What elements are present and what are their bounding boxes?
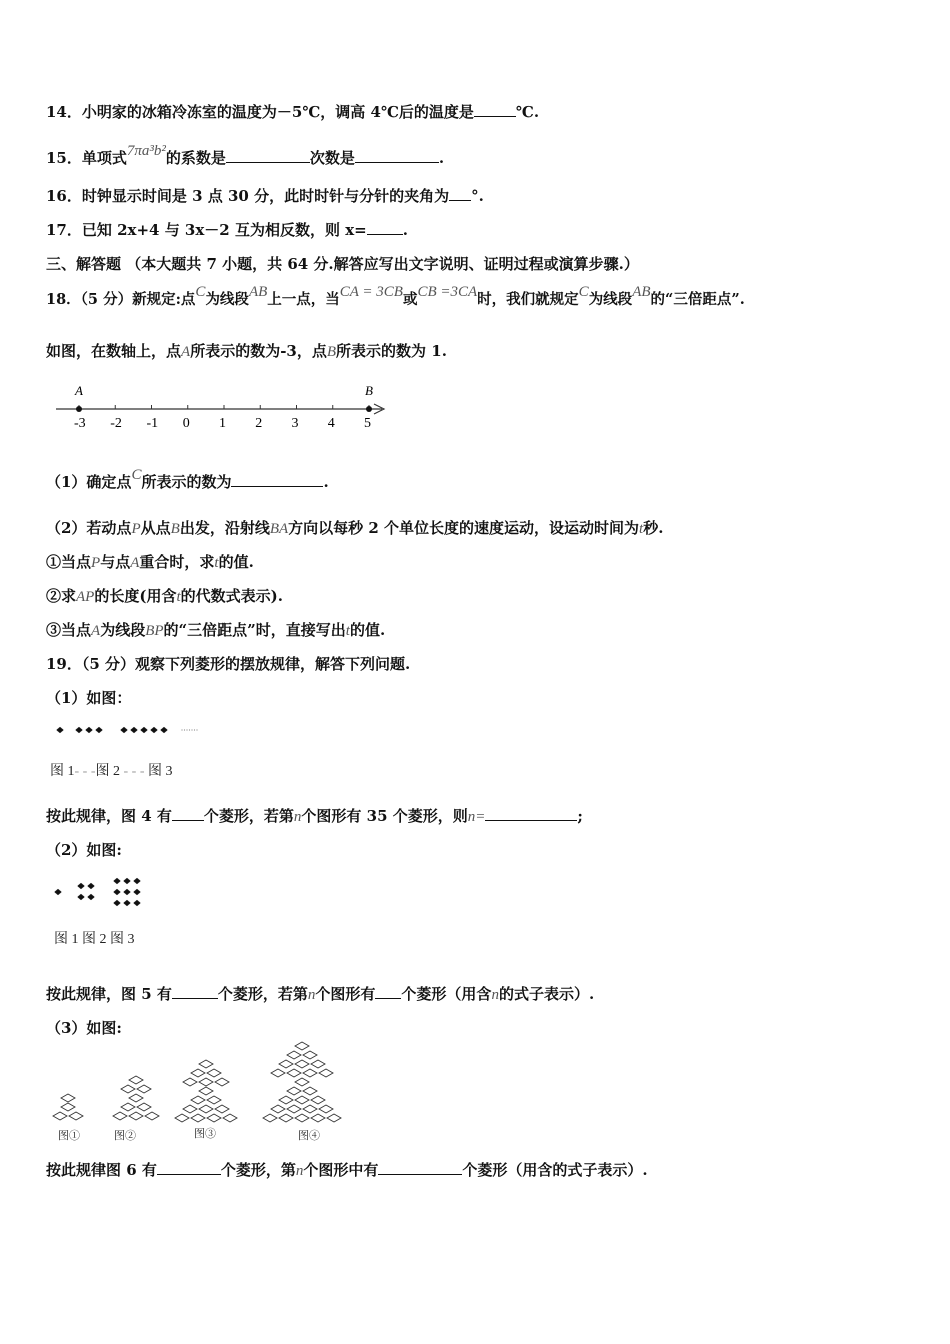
rhombus-icon — [129, 1094, 143, 1102]
q18-c2-b: 的长度(用含 — [94, 587, 177, 605]
q18-text-3: 上一点，当 — [267, 291, 340, 308]
q18-case3 — [46, 620, 385, 641]
rhombus-icon — [287, 1087, 301, 1095]
rhombus-icon — [303, 1051, 317, 1059]
question-15 — [46, 143, 445, 169]
rhombus-icon — [175, 1114, 189, 1122]
q19-head: 19．（5 分）观察下列菱形的摆放规律，解答下列问题. — [46, 655, 411, 673]
q18-c3-b: 为线段 — [100, 621, 146, 639]
caption-fig3: 图 3 — [148, 764, 173, 779]
tick-label: 4 — [327, 416, 335, 431]
rhombus-icon — [319, 1105, 333, 1113]
q15-text-b: 的系数是 — [165, 149, 226, 167]
q17-text: 17．已知 2x+4 与 3x－2 互为相反数，则 x= — [46, 221, 367, 239]
q14-tail: ℃. — [515, 103, 540, 121]
question-17 — [46, 220, 408, 240]
question-16 — [46, 186, 484, 206]
rhombus-icon — [114, 878, 121, 884]
q19-s3-b: 个菱形，第 — [220, 1161, 296, 1179]
q19-s1-title: （1）如图： — [46, 689, 132, 707]
rhombus-icon — [129, 1076, 143, 1084]
q19-part3-question — [46, 1160, 648, 1181]
fig3-caption-2: 图② — [114, 1130, 136, 1142]
rhombus-icon — [223, 1114, 237, 1122]
q18-sub2-d: 方向以每秒 2 个单位长度的速度运动，设运动时间为 — [288, 519, 640, 537]
rhombus-icon — [57, 727, 64, 733]
question-19 — [46, 654, 410, 674]
q19-s1-blank-2[interactable] — [485, 806, 577, 821]
point-a-dot — [76, 406, 82, 412]
rhombus-icon — [271, 1105, 285, 1113]
q18-c3-bp: BP — [145, 623, 164, 639]
q18-c1-p: P — [91, 555, 101, 571]
q19-s1-a: 按此规律，图 4 有 — [46, 807, 172, 825]
rhombus-icon — [207, 1069, 221, 1077]
rhombus-icon — [279, 1060, 293, 1068]
rhombus-icon — [114, 889, 121, 895]
rhombus-icon — [207, 1096, 221, 1104]
q18-c3-d: 的值. — [349, 621, 386, 639]
rhombus-icon — [129, 1112, 143, 1120]
rhombus-icon — [113, 1112, 127, 1120]
rhombus-icon — [121, 727, 128, 733]
rhombus-icon — [61, 1094, 75, 1102]
q18-text-7: 的“三倍距点”. — [650, 291, 745, 308]
q18-sub2-c: 出发，沿射线 — [179, 519, 270, 537]
q18-sub1 — [46, 467, 329, 493]
q18-sub1-a: （1）确定点 — [46, 473, 132, 491]
rhombus-icon — [151, 727, 158, 733]
q18-point-p: P — [131, 521, 141, 537]
q18-sub2-b: 从点 — [140, 519, 171, 537]
q19-part2-captions — [54, 928, 135, 948]
q19-s2-c: 个图形有 — [315, 985, 376, 1003]
q14-text: 14．小明家的冰箱冷冻室的温度为－5℃，调高 4℃后的温度是 — [46, 103, 474, 121]
rhombus-icon — [263, 1114, 277, 1122]
q18-c2-t: t — [176, 589, 181, 605]
q19-part3-figures — [48, 1048, 368, 1128]
q18-c1-t: t — [214, 555, 219, 571]
q19-s2-title: （2）如图: — [46, 841, 122, 859]
rhombus-icon — [191, 1096, 205, 1104]
rhombus-icon — [134, 878, 141, 884]
rhombus-icon — [53, 1112, 67, 1120]
q15-text-a: 15．单项式 — [46, 149, 127, 167]
rhombus-icon — [295, 1114, 309, 1122]
rhombus-icon — [183, 1105, 197, 1113]
rhombus-icon — [287, 1051, 301, 1059]
q18-c2-ap: AP — [76, 589, 95, 605]
question-18 — [46, 284, 745, 310]
q16-tail: °. — [471, 187, 484, 205]
caption2-fig2: 图 2 — [82, 932, 107, 947]
q18-text-2: 为线段 — [205, 291, 249, 308]
rhombus-icon — [86, 727, 93, 733]
q18-c1-d: 的值. — [218, 553, 254, 571]
rhombus-icon — [303, 1069, 317, 1077]
q19-part1-title — [46, 688, 131, 708]
question-14 — [46, 102, 539, 122]
q18-text-5: 时，我们就规定 — [477, 291, 579, 308]
caption-fig2: 图 2 — [95, 764, 120, 779]
rhombus-icon — [124, 889, 131, 895]
rhombus-icon — [295, 1060, 309, 1068]
q18-text-1: 18．（5 分）新规定:点 — [46, 291, 196, 308]
q15-blank-degree[interactable] — [355, 148, 439, 163]
q16-text: 16．时钟显示时间是 3 点 30 分，此时时针与分针的夹角为 — [46, 187, 450, 205]
ellipsis-dot — [186, 729, 187, 730]
rhombus-icon — [215, 1105, 229, 1113]
q18-sub2 — [46, 518, 663, 539]
rhombus-icon — [311, 1060, 325, 1068]
ellipsis-dot — [184, 729, 185, 730]
q15-blank-coefficient[interactable] — [226, 148, 310, 163]
q19-part2-question — [46, 984, 594, 1005]
q19-part2-title — [46, 840, 122, 860]
fig3-caption-4: 图④ — [298, 1130, 320, 1142]
q18-c1-a-point: A — [130, 555, 140, 571]
q18-c3-a-point: A — [91, 623, 101, 639]
rhombus-icon — [191, 1069, 205, 1077]
q19-part1-captions: 图 1- - -图 2 - - - 图 3 — [50, 764, 173, 779]
rhombus-icon — [121, 1085, 135, 1093]
q15-text-d: . — [438, 149, 445, 167]
q18-intro-a: 如图，在数轴上，点 — [46, 342, 182, 360]
rhombus-icon — [124, 900, 131, 906]
q19-s2-blank-2[interactable] — [375, 984, 401, 999]
tick-label: 2 — [255, 416, 263, 431]
q18-case1 — [46, 552, 254, 573]
rhombus-icon — [215, 1078, 229, 1086]
tick-label: -1 — [146, 416, 159, 431]
rhombus-icon — [141, 727, 148, 733]
q19-s3-blank-2[interactable] — [378, 1160, 462, 1175]
fig3-caption-3: 图③ — [194, 1128, 216, 1140]
ellipsis-dot — [194, 729, 195, 730]
q18-sub2-a: （2）若动点 — [46, 519, 132, 537]
q14-blank[interactable] — [474, 102, 516, 117]
q18-c2-c: 的代数式表示). — [180, 587, 283, 605]
tick-label: 0 — [182, 416, 190, 431]
ellipsis-dot — [191, 729, 192, 730]
q19-s2-n2: n — [491, 987, 499, 1003]
q18-equation-2: CB =3CA — [417, 284, 478, 300]
rhombus-icon — [96, 727, 103, 733]
caption-fig1: 图 1 — [50, 764, 75, 779]
q19-s1-c: 个图形有 35 个菱形，则 — [301, 807, 468, 825]
q17-blank[interactable] — [367, 220, 403, 235]
tick-label: 5 — [364, 416, 371, 431]
fig3-caption-1: 图① — [58, 1130, 80, 1142]
rhombus-icon — [137, 1103, 151, 1111]
q18-intro-b: 所表示的数为-3，点 — [190, 342, 327, 360]
rhombus-icon — [271, 1069, 285, 1077]
rhombus-icon — [124, 878, 131, 884]
q19-s1-blank-1[interactable] — [172, 806, 204, 821]
tick-label: -3 — [74, 416, 86, 431]
rhombus-icon — [199, 1078, 213, 1086]
rhombus-icon — [131, 727, 138, 733]
q18-text-6: 为线段 — [588, 291, 633, 308]
point-a-label: A — [75, 383, 83, 398]
rhombus-icon — [88, 894, 95, 900]
q18-point-c-2: C — [578, 284, 589, 300]
q18-ray-ba: BA — [269, 521, 289, 537]
section-title-text: 三、解答题 （本大题共 7 小题，共 64 分.解答应写出文字说明、证明过程或演算步骤.） — [46, 255, 639, 273]
q18-sub2-e: 秒. — [643, 519, 664, 537]
rhombus-icon — [183, 1078, 197, 1086]
rhombus-icon — [121, 1103, 135, 1111]
q19-s1-b: 个菱形，若第 — [203, 807, 294, 825]
rhombus-icon — [295, 1042, 309, 1050]
rhombus-icon — [78, 883, 85, 889]
q18-point-a: A — [181, 344, 191, 360]
q19-s2-blank-1[interactable] — [172, 984, 218, 999]
rhombus-icon — [55, 889, 62, 895]
rhombus-icon — [161, 727, 168, 733]
rhombus-icon — [319, 1069, 333, 1077]
q19-part1-figures — [52, 720, 212, 740]
q18-sub1-blank[interactable] — [231, 472, 323, 487]
q17-tail: . — [402, 221, 408, 239]
q18-point-b: B — [326, 344, 337, 360]
rhombus-icon — [199, 1060, 213, 1068]
rhombus-icon — [199, 1087, 213, 1095]
rhombus-icon — [207, 1114, 221, 1122]
caption2-fig3: 图 3 — [110, 932, 135, 947]
q19-s1-d: n= — [467, 809, 486, 825]
q18-segment-ab: AB — [248, 284, 268, 300]
rhombus-icon — [287, 1105, 301, 1113]
q18-c3-a: ③当点 — [46, 621, 92, 639]
q19-s1-e: ; — [577, 807, 583, 825]
rhombus-icon — [279, 1114, 293, 1122]
q18-c1-c: 重合时，求 — [139, 553, 215, 571]
rhombus-icon — [69, 1112, 83, 1120]
q19-s2-n: n — [307, 987, 316, 1003]
q19-part1-question — [46, 806, 583, 827]
rhombus-icon — [303, 1087, 317, 1095]
q15-text-c: 次数是 — [309, 149, 355, 167]
rhombus-icon — [114, 900, 121, 906]
q18-intro-c: 所表示的数为 1. — [336, 342, 447, 360]
rhombus-icon — [199, 1105, 213, 1113]
rhombus-icon — [303, 1105, 317, 1113]
ellipsis-dot — [189, 729, 190, 730]
q18-text-4: 或 — [402, 291, 418, 308]
rhombus-icon — [279, 1096, 293, 1104]
q19-s3-d: 个菱形（用含的式子表示）. — [462, 1161, 648, 1179]
q18-c2-a: ②求 — [46, 587, 77, 605]
q19-s3-n: n — [295, 1163, 304, 1179]
caption2-fig1: 图 1 — [54, 932, 79, 947]
q18-case2 — [46, 586, 283, 607]
q18-sub1-b: 所表示的数为 — [141, 473, 232, 491]
q15-expression: 7πa³b² — [126, 143, 166, 159]
q19-s3-title: （3）如图: — [46, 1019, 122, 1037]
rhombus-icon — [137, 1085, 151, 1093]
q18-t: t — [639, 521, 644, 537]
section-title — [46, 254, 639, 274]
q18-segment-ab-2: AB — [632, 284, 651, 300]
rhombus-icon — [295, 1078, 309, 1086]
ellipsis-dot — [181, 729, 182, 730]
rhombus-icon — [295, 1096, 309, 1104]
q18-sub1-end: . — [323, 473, 329, 491]
q16-blank[interactable] — [449, 186, 471, 201]
tick-label: -2 — [110, 416, 122, 431]
rhombus-icon — [134, 889, 141, 895]
q19-part2-figures — [50, 876, 150, 908]
q18-sub1-c: C — [131, 467, 142, 483]
q19-s2-a: 按此规律，图 5 有 — [46, 985, 172, 1003]
q19-s3-a: 按此规律图 6 有 — [46, 1161, 157, 1179]
q19-s2-d: 个菱形（用含 — [401, 985, 492, 1003]
rhombus-icon — [61, 1103, 75, 1111]
rhombus-icon — [327, 1114, 341, 1122]
q19-part3-title — [46, 1018, 122, 1038]
rhombus-icon — [78, 894, 85, 900]
point-b-label: B — [365, 383, 373, 398]
q18-equation-1: CA = 3CB — [339, 284, 403, 300]
rhombus-icon — [145, 1112, 159, 1120]
q18-sub2-point-b: B — [170, 521, 180, 537]
q18-c1-b: 与点 — [100, 553, 131, 571]
q18-point-c: C — [195, 284, 206, 300]
q18-c1-a: ①当点 — [46, 553, 92, 571]
number-line-figure — [52, 382, 392, 434]
rhombus-icon — [88, 883, 95, 889]
q19-s2-b: 个菱形，若第 — [217, 985, 308, 1003]
rhombus-icon — [191, 1114, 205, 1122]
rhombus-icon — [76, 727, 83, 733]
point-b-dot — [366, 406, 372, 412]
q19-s3-c: 个图形中有 — [303, 1161, 379, 1179]
tick-label: 3 — [291, 416, 299, 431]
rhombus-icon — [287, 1069, 301, 1077]
rhombus-icon — [311, 1114, 325, 1122]
q18-c3-t: t — [345, 623, 350, 639]
q18-intro — [46, 341, 447, 362]
ellipsis-dot — [196, 729, 197, 730]
rhombus-icon — [134, 900, 141, 906]
q18-c3-c: 的“三倍距点”时，直接写出 — [163, 621, 346, 639]
rhombus-icon — [311, 1096, 325, 1104]
q19-s2-e: 的式子表示）. — [498, 985, 595, 1003]
q19-s3-blank-1[interactable] — [157, 1160, 221, 1175]
q19-s1-n: n — [293, 809, 302, 825]
tick-label: 1 — [219, 416, 226, 431]
